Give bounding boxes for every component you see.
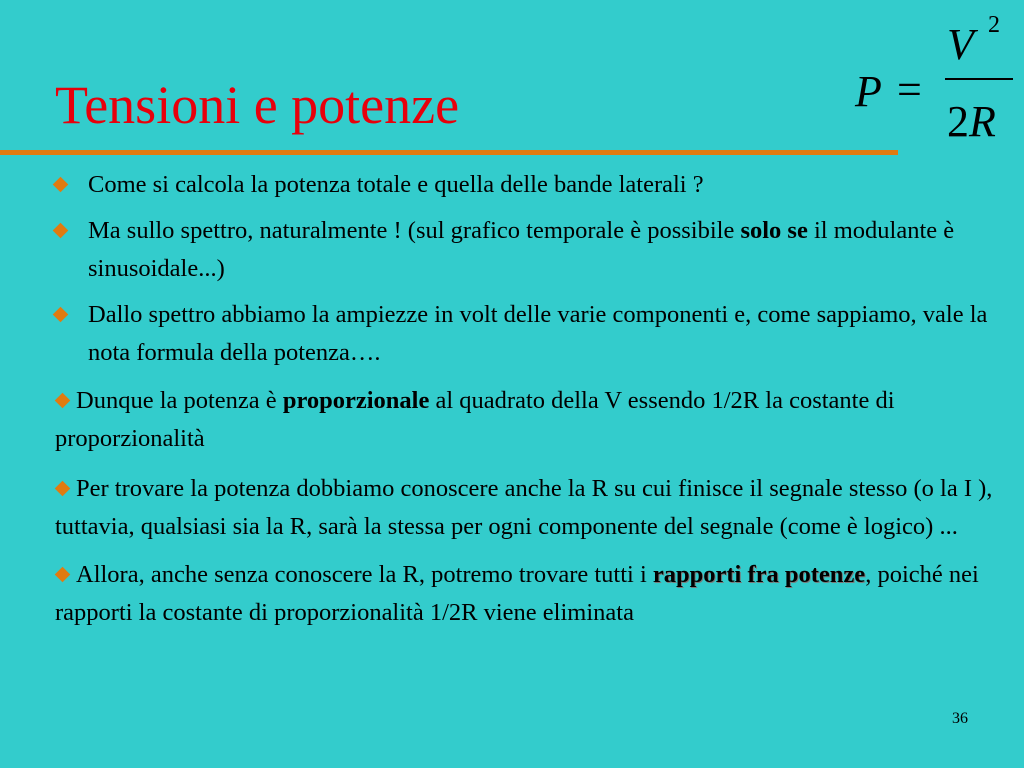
bullet-item-3: [55, 296, 1015, 372]
diamond-bullet-icon: [55, 481, 71, 497]
diamond-bullet-icon: [55, 393, 71, 409]
slide-title: Tensioni e potenze: [55, 75, 460, 135]
formula-denominator-coef: 2: [947, 97, 969, 146]
bullet-item-4: [55, 382, 1015, 458]
diamond-bullet-icon: [53, 307, 69, 323]
formula-fraction-bar: [945, 78, 1013, 80]
bullet-item-6: [55, 556, 1015, 632]
diamond-bullet-icon: [53, 223, 69, 239]
formula-lhs: P: [855, 67, 882, 116]
bullet-text: al quadrato della V essendo 1/2R la costante di proporzionalità: [55, 387, 895, 452]
bullet-bold-text: solo se: [740, 217, 808, 244]
formula-numerator: V: [947, 20, 974, 69]
bullet-item-5: [55, 470, 1015, 546]
bullet-text: Come si calcola la potenza totale e quella delle bande laterali ?: [88, 171, 704, 198]
bullet-item-1: [55, 166, 1015, 204]
bullet-text: Dallo spettro abbiamo la ampiezze in volt delle varie componenti e, come sappiamo, vale la nota formula della potenza….: [88, 301, 988, 366]
formula-denominator-var: R: [969, 97, 996, 146]
bullet-text: Per trovare la potenza dobbiamo conoscere anche la R su cui finisce il segnale stesso (o la I ), tuttavia, qualsiasi sia la R, sarà la stessa per ogni componente del segnale (come è logico) ...: [55, 475, 993, 540]
bullet-item-2: [55, 212, 1015, 288]
formula-denominator: [947, 96, 996, 147]
bullet-text: il modulante è sinusoidale...): [88, 217, 955, 282]
power-formula: [855, 14, 1020, 144]
bullet-list: [55, 166, 1015, 632]
page-number: 36: [952, 710, 968, 727]
formula-exponent: 2: [988, 12, 1000, 38]
title-underline: [0, 150, 898, 155]
bullet-bold-text: rapporti fra potenze: [652, 561, 866, 588]
bullet-bold-text: proporzionale: [282, 387, 430, 414]
diamond-bullet-icon: [53, 177, 69, 193]
formula-equals: =: [897, 65, 922, 114]
bullet-text: Dunque la potenza è: [76, 387, 283, 414]
bullet-text: Allora, anche senza conoscere la R, potremo trovare tutti i: [76, 561, 653, 588]
bullet-text: , poiché nei rapporti la costante di proporzionalità 1/2R viene eliminata: [55, 561, 979, 626]
bullet-text: Ma sullo spettro, naturalmente ! (sul grafico temporale è possibile: [88, 217, 741, 244]
diamond-bullet-icon: [55, 567, 71, 583]
